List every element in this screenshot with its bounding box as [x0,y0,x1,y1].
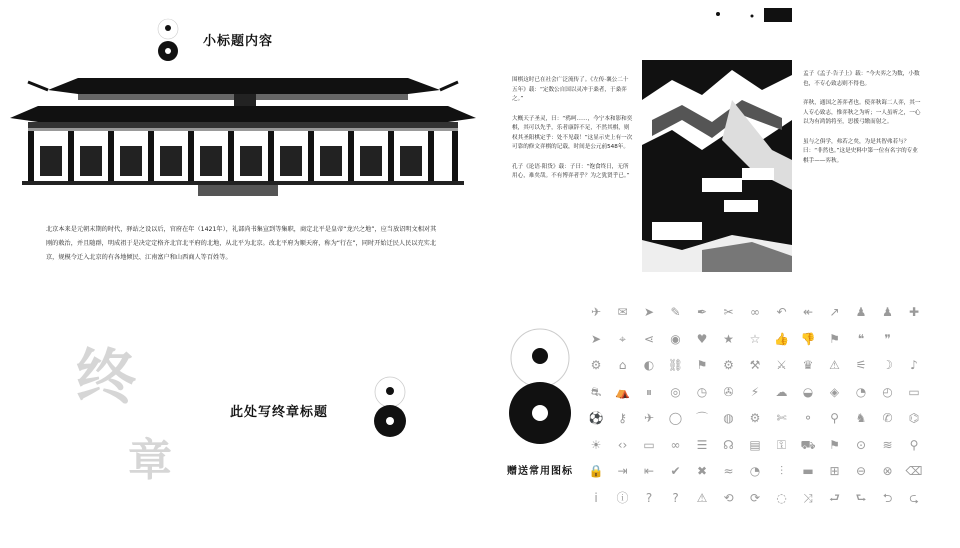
grid-icon: ? [645,490,653,505]
grid-icon: ⌂ [618,358,627,372]
grid-icon: ⮑ [855,490,867,505]
grid-icon: ⊖ [855,464,867,478]
quote-2-1: 孟子《孟子·告子上》载：“今夫弈之为数，小数也，不专心致志则不得也。 [803,71,920,87]
grid-icon: ⊞ [829,464,840,478]
grid-icon: ⚙ [590,358,602,372]
grid-icon: ☰ [696,437,708,452]
grid-icon: ⚑ [829,331,840,346]
grid-icon: ♟ [882,305,893,319]
grid-icon: ⊗ [882,464,893,478]
grid-icon: ⌬ [908,411,920,425]
grid-icon: ✔ [670,464,681,478]
grid-icon: ✄ [776,411,787,425]
grid-icon: ⚒ [749,358,761,372]
grid-icon: ♥ [696,331,708,346]
grid-icon: ☀ [590,437,602,452]
grid-icon: ◯ [668,411,683,425]
grid-icon: ♟ [855,305,867,319]
grid-icon: ✚ [908,305,920,319]
grid-icon: ⛐ [590,384,602,399]
grid-icon: ≋ [882,437,893,452]
grid-icon: ⮐ [829,490,840,505]
grid-icon: ⚲ [909,437,919,452]
grid-icon: 🔒 [588,464,604,478]
icons-label: 赠送常用图标 [507,466,573,477]
grid-icon: ▤ [749,437,761,452]
grid-icon: ◔ [749,464,761,478]
grid-icon: ↶ [776,305,787,319]
grid-icon: ◎ [670,384,681,399]
grid-icon: ⫶ [779,464,783,478]
yin-yang-icon [155,18,181,62]
grid-icon: ◷ [696,384,708,399]
quote-1-1: 围棋这时已在社会广泛流传了。《左传·襄公二十五年》载：“定数公自国以灵冲于桑者，于桑弈之。” [512,77,629,102]
grid-icon: ✒ [696,305,708,319]
quote-column-2 [803,70,921,176]
grid-icon: ◍ [723,411,734,425]
grid-icon: ⮎ [909,490,919,505]
grid-icon: ♪ [910,358,918,372]
village-photo [642,60,792,272]
grid-icon: ♛ [802,358,814,372]
grid-icon: ◈ [829,384,840,399]
grid-icon: ⚔ [776,358,787,372]
grid-icon: ⌫ [905,464,923,478]
grid-icon: ✇ [723,384,734,399]
grid-icon: ⚷ [618,411,627,425]
subtitle-paragraph: 北京本来是元朝末期的时代，驿站之设以后，官府在年（1421年），礼部尚书集宣到等集职，商定北平是皇帝“龙兴之地”，应当放诏明文相对其刚的敕治，并且随群，明成祖于是决定定格齐北宫北平府的北地，从北平为北京。改北平府为顺天府，称为“行在”，同时开始迁民人民以充实北京，规模令迁入北京的有各地倾民、江南富户和山西商人等百姓等。 [46,226,437,261]
grid-icon: ⚠ [696,490,708,505]
grid-icon: ⛓ [667,358,684,372]
grid-icon: ⋖ [643,331,655,346]
grid-icon: ⊙ [855,437,867,452]
grid-icon: ✈ [590,305,602,319]
grid-icon: ∞ [750,305,760,319]
quote-1-2: 大概天子圣灵，曰：“鸦呵……，今宁本和影和奕棋，其可以先乎，乐者康辞不足，不然其棋，则权其圣阳棋定乎：处不见载！”这显示史上有一次可靠的修文弈棋的记载，时间是公元前548年。 [512,115,633,150]
grid-icon: ♞ [855,411,867,425]
end-big-char-2: 章 [128,435,172,486]
grid-icon [902,327,926,351]
grid-icon: ✈ [643,411,655,425]
quote-2-2: 弈秋，通国之善弈者也。使弈秋诲二人弈，其一人专心致志，惟弈秋之为听；一人虽听之，一心以为有鸿鹄将至，思援弓缴而射之。 [803,100,921,125]
grid-icon: ◉ [670,331,681,346]
grid-icon: ✆ [882,411,893,425]
grid-icon: ◒ [802,384,814,399]
grid-icon: ↗ [829,305,840,319]
grid-icon: ⚡ [750,384,760,399]
grid-icon: ⚽ [588,411,604,425]
grid-icon: ⚙ [749,411,761,425]
grid-icon: ✂ [723,305,734,319]
grid-icon: ✎ [670,305,681,319]
grid-icon: ⌒ [695,411,708,425]
grid-icon: ‹› [617,437,628,452]
grid-icon: ⇥ [617,464,628,478]
grid-icon: ⚙ [723,358,734,372]
grid-icon: ≈ [723,464,734,478]
quote-2-3: 虽与之俱学，弗若之矣，为是其智弗若与？曰：“非然也。”这是史料中第一位有名字的专业棋手——弈秋。 [803,138,918,164]
grid-icon: ➤ [643,305,655,319]
grid-icon: ⛺ [615,384,630,399]
corner-ink-splash [712,6,792,26]
grid-icon: ⤨ [803,490,813,505]
grid-icon: ▭ [643,437,655,452]
grid-icon: ☽ [882,358,893,372]
grid-icon: ☊ [723,437,734,452]
grid-icon: ⛟ [800,437,816,452]
grid-icon: 👍 [774,331,789,346]
grid-icon: ∞ [670,437,681,452]
grid-icon: ⓘ [616,490,629,505]
grid-icon: ⚬ [802,411,814,425]
grid-icon: ⚑ [696,358,708,372]
grid-icon: ⚑ [829,437,840,452]
grid-icon: ✉ [617,305,628,319]
grid-icon: ? [672,490,679,505]
yin-yang-icon [372,376,408,438]
grid-icon: ☆ [749,331,761,346]
quote-column-1 [512,76,634,192]
end-title: 此处写终章标题 [230,405,329,420]
grid-icon: ★ [723,331,734,346]
grid-icon: ⚲ [830,411,839,425]
grid-icon: ◴ [882,384,893,399]
icon-grid [584,300,934,510]
grid-icon: ▬ [802,464,814,478]
grid-icon: ⟲ [723,490,734,505]
grid-icon: ◌ [776,490,787,505]
grid-icon: ⟳ [749,490,761,505]
grid-icon: ❝ [857,331,865,346]
grid-icon: ◔ [855,384,867,399]
grid-icon: ❞ [884,331,891,346]
grid-icon: ⚟ [855,358,867,372]
grid-icon: ▭ [908,384,920,399]
grid-icon: ⏸ [645,384,652,399]
grid-icon: 👎 [800,331,816,346]
grid-icon: ⚠ [829,358,840,372]
grid-icon: ✖ [696,464,708,478]
grid-icon: ◐ [643,358,655,372]
grid-icon: ↞ [802,305,814,319]
slide-subtitle-title: 小标题内容 [203,34,274,49]
grid-icon: ⮌ [882,490,893,505]
grid-icon: ⇤ [643,464,655,478]
end-big-char-1: 终 [76,343,136,413]
grid-icon: ⌖ [619,331,626,346]
yin-yang-icon [507,328,573,444]
palace-photo [8,68,478,196]
grid-icon: ⚿ [776,437,787,452]
grid-icon: i [594,490,598,505]
grid-icon: ☁ [775,384,788,399]
grid-icon: ➤ [590,331,602,346]
quote-1-3: 孔子《论语·阳货》载：子曰：“饱食终日，无所用心，难矣哉。不有博弈者乎？为之犹贤乎已。” [512,163,630,179]
